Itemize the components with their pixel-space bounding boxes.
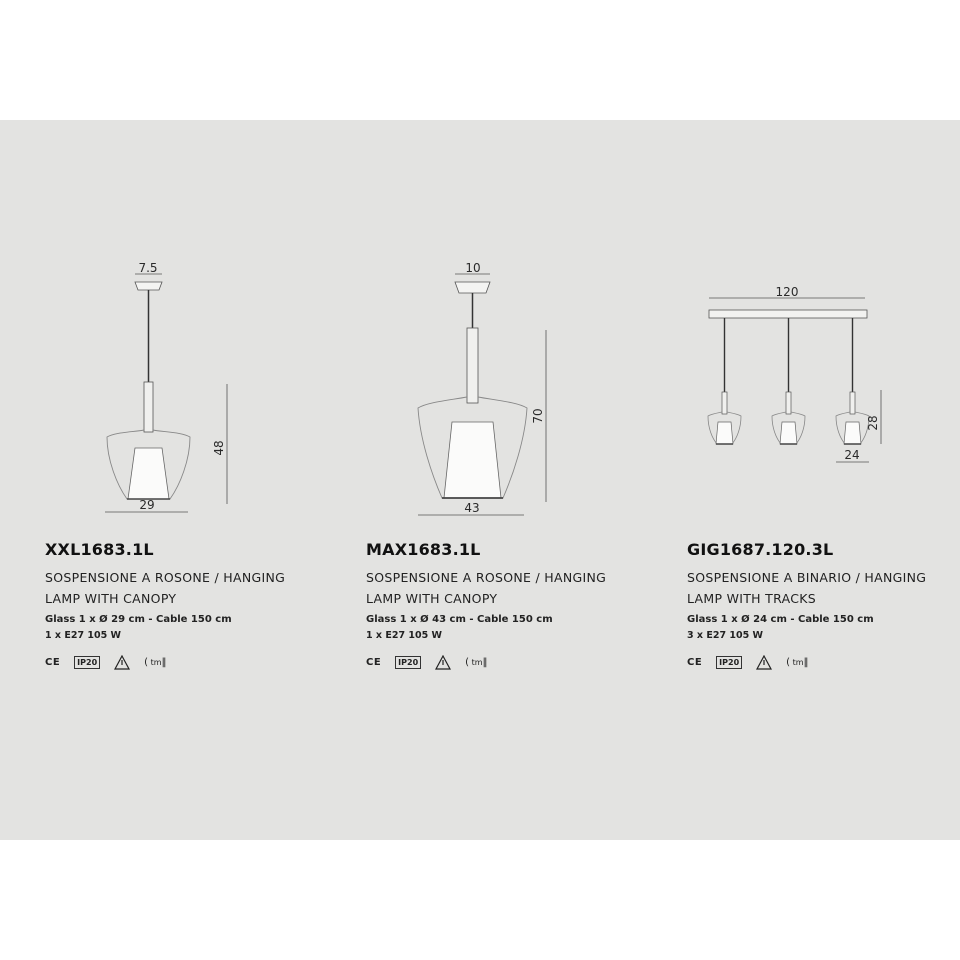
ip20-icon: IP20 — [74, 656, 100, 669]
dim-width-label: 24 — [844, 448, 860, 462]
product-card-xxl — [45, 120, 345, 840]
product-spec-glass: Glass 1 x Ø 43 cm - Cable 150 cm — [366, 614, 553, 625]
dim-width-label: 43 — [464, 501, 480, 515]
product-drawing-xxl — [45, 120, 345, 540]
distance-icon: ( tm ‖ — [465, 656, 488, 668]
product-desc-line2: LAMP WITH CANOPY — [45, 591, 177, 606]
product-drawing-max — [366, 120, 666, 540]
distance-icon-label: tm — [471, 657, 483, 667]
distance-icon-label: tm — [150, 657, 162, 667]
warning-triangle-icon — [435, 655, 451, 670]
warning-triangle-icon — [756, 655, 772, 670]
product-desc-line1: SOSPENSIONE A ROSONE / HANGING — [45, 570, 286, 585]
cert-icons — [45, 653, 345, 671]
lamp-drawing-xxl — [45, 120, 345, 540]
cert-icons — [366, 653, 666, 671]
ip20-icon: IP20 — [716, 656, 742, 669]
product-spec-bulb: 1 x E27 105 W — [45, 630, 121, 641]
product-spec-bulb: 1 x E27 105 W — [366, 630, 442, 641]
product-spec-bulb: 3 x E27 105 W — [687, 630, 763, 641]
product-desc-line1: SOSPENSIONE A BINARIO / HANGING — [687, 570, 927, 585]
dim-width-label: 29 — [139, 498, 155, 512]
product-drawing-gig — [687, 120, 960, 540]
product-spec-glass: Glass 1 x Ø 29 cm - Cable 150 cm — [45, 614, 232, 625]
ip20-icon: IP20 — [395, 656, 421, 669]
distance-icon: ( tm ‖ — [144, 656, 167, 668]
cert-icons — [687, 653, 960, 671]
dim-height-label: 28 — [866, 415, 880, 431]
dim-top-label: 10 — [465, 261, 481, 275]
product-desc-line2: LAMP WITH CANOPY — [366, 591, 498, 606]
distance-icon-label: tm — [792, 657, 804, 667]
product-desc-line2: LAMP WITH TRACKS — [687, 591, 816, 606]
dim-top-label: 7.5 — [138, 261, 158, 275]
product-code: XXL1683.1L — [45, 540, 154, 559]
dim-height-label: 70 — [531, 408, 545, 424]
lamp-drawing-gig — [687, 120, 960, 540]
ce-mark-icon: CE — [366, 656, 382, 668]
product-card-gig — [687, 120, 960, 840]
ce-mark-icon: CE — [45, 656, 61, 668]
warning-triangle-icon — [114, 655, 130, 670]
distance-icon: ( tm ‖ — [786, 656, 809, 668]
lamp-drawing-max — [366, 120, 666, 540]
product-desc-line1: SOSPENSIONE A ROSONE / HANGING — [366, 570, 607, 585]
ce-mark-icon: CE — [687, 656, 703, 668]
product-info-max — [366, 540, 666, 671]
product-code: GIG1687.120.3L — [687, 540, 834, 559]
product-card-max — [366, 120, 666, 840]
dim-top-label: 120 — [775, 285, 799, 299]
product-info-gig — [687, 540, 960, 671]
product-spec-glass: Glass 1 x Ø 24 cm - Cable 150 cm — [687, 614, 874, 625]
dim-height-label: 48 — [212, 440, 226, 456]
product-code: MAX1683.1L — [366, 540, 481, 559]
product-info-xxl — [45, 540, 345, 671]
